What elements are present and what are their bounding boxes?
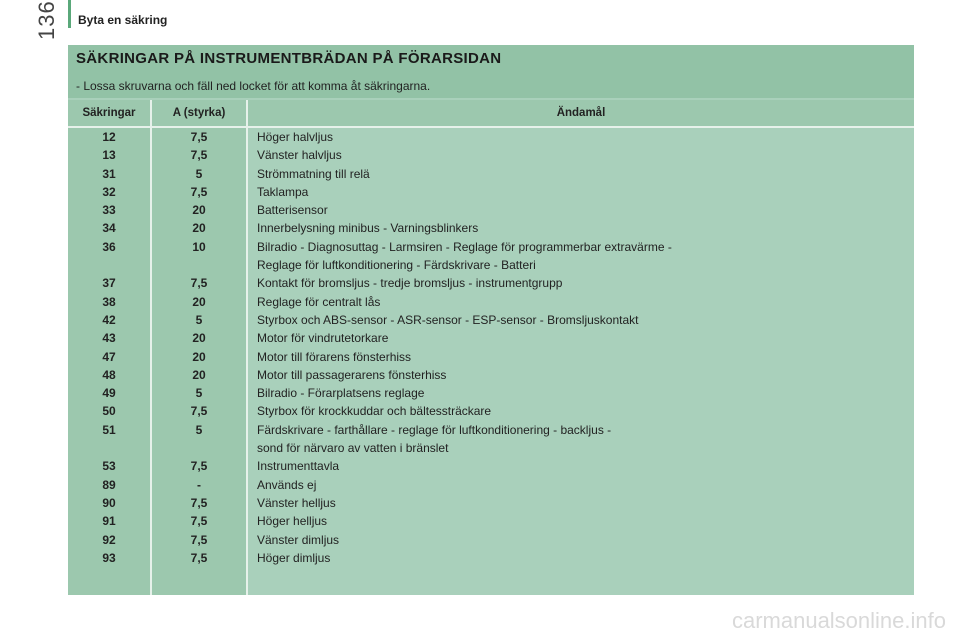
fuse-purpose-line: Vänster dimljus	[257, 532, 340, 547]
table-row	[68, 385, 914, 403]
fuse-amperage: 20	[192, 367, 206, 382]
table-row	[68, 422, 914, 459]
fuse-purpose-line: Bilradio - Diagnosuttag - Larmsiren - Reglage för programmerbar extravärme -	[257, 239, 672, 254]
fuse-purpose	[257, 219, 907, 237]
fuse-amperage: 7,5	[190, 184, 208, 199]
page-number: 136	[34, 0, 59, 40]
table-row	[68, 532, 914, 550]
fuse-purpose	[257, 366, 907, 384]
table-row	[68, 330, 914, 348]
table-row	[68, 220, 914, 238]
fuse-purpose-line: Reglage för centralt lås	[257, 294, 381, 309]
fuse-purpose	[257, 165, 907, 183]
fuse-amperage: 10	[192, 239, 206, 254]
fuse-purpose	[257, 201, 907, 219]
fuse-number: 51	[102, 422, 116, 437]
table-row	[68, 202, 914, 220]
table-row	[68, 239, 914, 276]
fuse-purpose	[257, 311, 907, 329]
table-row	[68, 513, 914, 531]
fuse-purpose-line: Används ej	[257, 477, 317, 492]
fuse-purpose	[257, 183, 907, 201]
fuse-purpose-line: Batterisensor	[257, 203, 328, 218]
fuse-panel	[68, 45, 914, 595]
fuse-purpose	[257, 476, 907, 494]
fuse-number: 49	[102, 386, 116, 401]
fuse-amperage: 7,5	[190, 148, 208, 163]
fuse-purpose-line: Färdskrivare - farthållare - reglage för luftkonditionering - backljus -	[257, 422, 612, 437]
fuse-purpose	[257, 457, 907, 475]
table-row	[68, 550, 914, 568]
fuse-number: 42	[102, 312, 116, 327]
fuse-number: 47	[102, 349, 116, 364]
panel-title: SÄKRINGAR PÅ INSTRUMENTBRÄDAN PÅ FÖRARSIDAN	[76, 50, 502, 67]
fuse-number: 53	[102, 459, 116, 474]
table-row	[68, 129, 914, 147]
fuse-purpose	[257, 293, 907, 311]
fuse-purpose-line: sond för närvaro av vatten i bränslet	[257, 441, 449, 456]
fuse-number: 38	[102, 294, 116, 309]
fuse-purpose-line: Höger helljus	[257, 514, 328, 529]
fuse-purpose-line: Reglage för luftkonditionering - Färdskrivare - Batteri	[257, 258, 536, 273]
fuse-purpose-line: Motor för vindrutetorkare	[257, 331, 389, 346]
fuse-purpose-line: Styrbox för krockkuddar och bältessträckare	[257, 404, 492, 419]
fuse-amperage: 5	[195, 166, 203, 181]
fuse-number: 50	[102, 404, 116, 419]
panel-header	[68, 45, 914, 98]
fuse-amperage: 20	[192, 294, 206, 309]
fuse-purpose-line: Vänster helljus	[257, 495, 336, 510]
table-row	[68, 147, 914, 165]
fuse-number: 36	[102, 239, 116, 254]
fuse-number: 12	[102, 130, 116, 144]
table-row	[68, 403, 914, 421]
fuse-amperage: 7,5	[190, 276, 208, 291]
table-row	[68, 312, 914, 330]
table-row	[68, 294, 914, 312]
fuse-number: 34	[102, 221, 116, 236]
fuse-purpose-line: Styrbox och ABS-sensor - ASR-sensor - ESP-sensor - Bromsljuskontakt	[257, 312, 639, 327]
fuse-amperage: 7,5	[190, 550, 208, 565]
fuse-number: 91	[102, 514, 116, 529]
fuse-amperage: 7,5	[190, 514, 208, 529]
fuse-amperage: 7,5	[190, 130, 208, 144]
table-row	[68, 349, 914, 367]
fuse-amperage: -	[197, 477, 201, 492]
fuse-purpose	[257, 348, 907, 366]
fuse-purpose-line: Bilradio - Förarplatsens reglage	[257, 386, 425, 401]
fuse-amperage: 20	[192, 203, 206, 218]
fuse-number: 13	[102, 148, 116, 163]
fuse-number: 90	[102, 495, 116, 510]
fuse-amperage: 5	[195, 386, 203, 401]
fuse-number: 32	[102, 184, 116, 199]
fuse-amperage: 20	[192, 221, 206, 236]
fuse-purpose-line: Kontakt för bromsljus - tredje bromsljus - instrumentgrupp	[257, 276, 563, 291]
fuse-number: 31	[102, 166, 116, 181]
table-row	[68, 184, 914, 202]
fuse-number: 33	[102, 203, 116, 218]
fuse-purpose-line: Vänster halvljus	[257, 148, 342, 163]
fuse-purpose	[257, 531, 907, 549]
fuse-purpose	[257, 238, 907, 275]
fuse-amperage: 5	[195, 312, 203, 327]
fuse-number: 92	[102, 532, 116, 547]
table-row	[68, 275, 914, 293]
table-row	[68, 458, 914, 476]
fuse-purpose	[257, 274, 907, 292]
fuse-table-body	[68, 129, 914, 568]
fuse-purpose-line: Innerbelysning minibus - Varningsblinkers	[257, 221, 479, 236]
fuse-purpose-line: Instrumenttavla	[257, 459, 340, 474]
fuse-amperage: 7,5	[190, 404, 208, 419]
fuse-purpose	[257, 384, 907, 402]
watermark: carmanualsonline.info	[731, 608, 946, 633]
fuse-purpose	[257, 329, 907, 347]
fuse-purpose	[257, 512, 907, 530]
section-title: Byta en säkring	[78, 13, 168, 27]
fuse-purpose	[257, 146, 907, 164]
fuse-purpose-line: Strömmatning till relä	[257, 166, 370, 181]
fuse-number: 43	[102, 331, 116, 346]
fuse-purpose	[257, 128, 907, 146]
fuse-amperage: 7,5	[190, 495, 208, 510]
fuse-purpose-line: Taklampa	[257, 184, 309, 199]
column-header-row	[68, 100, 914, 126]
fuse-purpose	[257, 549, 907, 567]
fuse-purpose	[257, 402, 907, 420]
table-row	[68, 367, 914, 385]
fuse-amperage: 5	[195, 422, 203, 437]
fuse-number: 37	[102, 276, 116, 291]
fuse-purpose-line: Höger dimljus	[257, 550, 331, 565]
column-header-purpose: Ändamål	[248, 100, 914, 126]
fuse-purpose-line: Motor till förarens fönsterhiss	[257, 349, 412, 364]
fuse-purpose	[257, 494, 907, 512]
fuse-purpose-line: Höger halvljus	[257, 130, 334, 144]
fuse-purpose	[257, 421, 907, 458]
fuse-number: 48	[102, 367, 116, 382]
table-row	[68, 495, 914, 513]
fuse-amperage: 20	[192, 331, 206, 346]
fuse-amperage: 7,5	[190, 532, 208, 547]
fuse-number: 89	[102, 477, 116, 492]
fuse-amperage: 20	[192, 349, 206, 364]
table-row	[68, 477, 914, 495]
section-marker-line	[68, 0, 71, 28]
table-row	[68, 166, 914, 184]
fuse-amperage: 7,5	[190, 459, 208, 474]
panel-intro: - Lossa skruvarna och fäll ned locket för att komma åt säkringarna.	[76, 79, 431, 93]
column-header-fuse: Säkringar	[68, 100, 150, 126]
column-header-amp: A (styrka)	[152, 100, 246, 126]
fuse-number: 93	[102, 550, 116, 565]
fuse-purpose-line: Motor till passagerarens fönsterhiss	[257, 367, 447, 382]
